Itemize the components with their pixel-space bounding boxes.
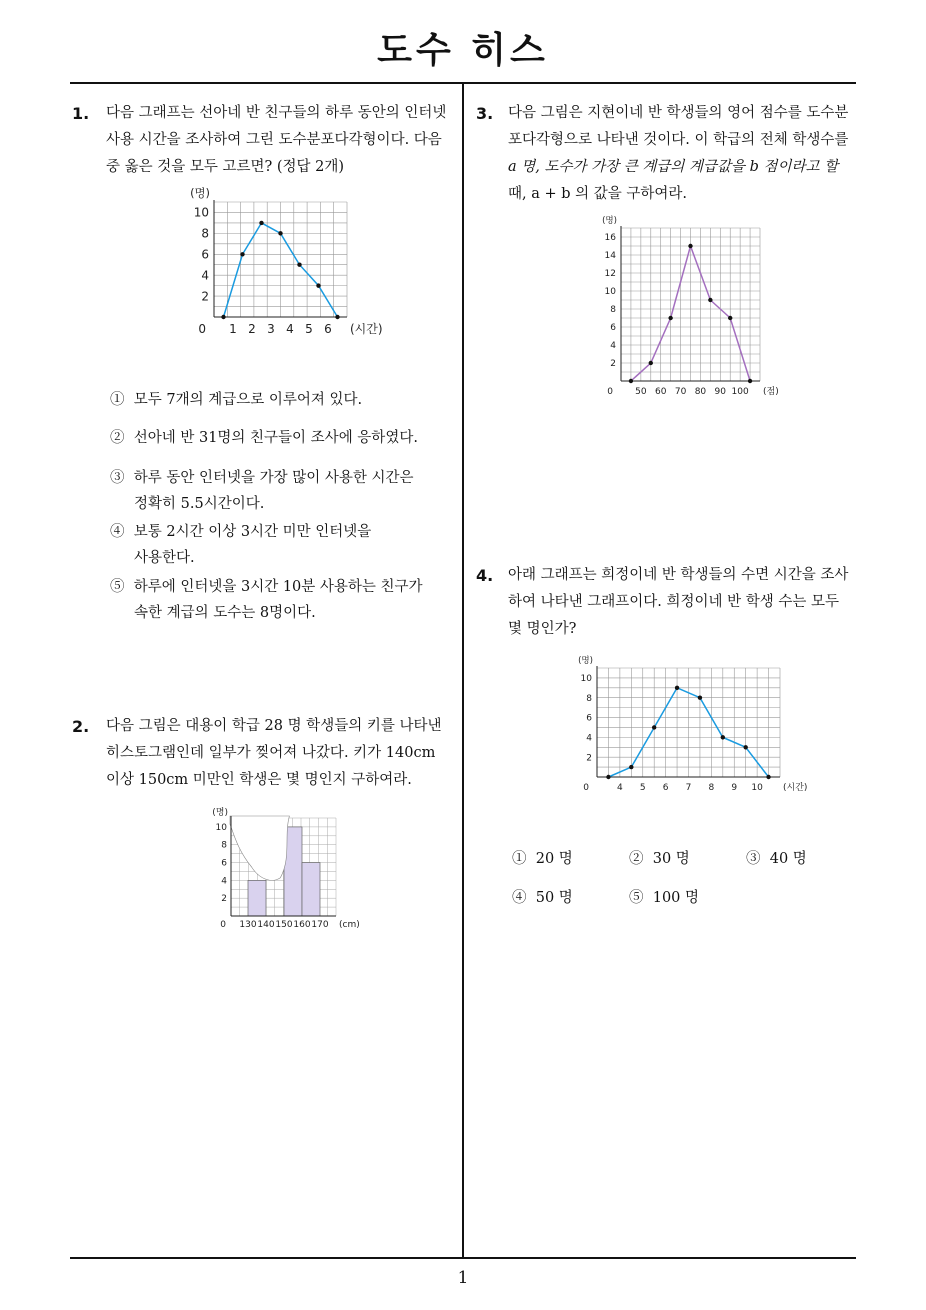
x-tick-label: 100 [731,387,749,397]
data-point [688,244,692,248]
x-tick-label: 7 [685,783,692,793]
question-4-text [508,562,848,643]
q1-option-1 [110,387,362,413]
option-mark: ⑤ [629,890,644,906]
x-tick-label: 5 [639,783,646,793]
option-text: 보통 2시간 이상 3시간 미만 인터넷을 [133,524,372,540]
y-tick-label: 2 [221,894,227,905]
origin-label: 0 [198,322,206,336]
x-tick-label: 150 [275,920,293,930]
question-line: 사용 시간을 조사하여 그린 도수분포다각형이다. 다음 [106,132,442,148]
q4-option-3 [746,846,807,872]
data-point [316,283,320,287]
page-number: 1 [457,1268,469,1288]
question-line: 포다각형으로 나타낸 것이다. 이 학급의 전체 학생수를 [508,132,849,148]
x-tick-label: 3 [267,322,275,336]
question-4-number: 4. [476,566,494,585]
x-axis-label: (점) [763,387,779,397]
data-point [708,298,712,302]
question-1-number: 1. [72,104,90,123]
question-2-number: 2. [72,717,90,736]
x-tick-label: 170 [311,920,329,930]
question-line: 이상 150cm 미만인 학생은 몇 명인지 구하여라. [106,772,412,788]
y-axis-label: (명) [190,186,210,200]
y-tick-label: 4 [586,733,592,744]
question-line: 몇 명인가? [508,621,577,637]
data-point [649,361,653,365]
q1-option-5 [110,574,423,626]
data-point [335,315,339,319]
page-title: 도수 히스 [377,30,549,71]
y-tick-label: 16 [604,233,616,244]
option-mark: ④ [512,890,527,906]
data-point [629,765,633,769]
y-tick-label: 10 [580,674,592,685]
data-point [221,315,225,319]
data-point [668,316,672,320]
option-mark: ② [110,430,125,446]
x-axis-label: (시간) [783,783,808,793]
data-point [766,775,770,779]
data-point [259,221,263,225]
x-tick-label: 80 [694,387,707,397]
question-line: 아래 그래프는 희정이네 반 학생들의 수면 시간을 조사 [508,567,849,583]
option-text: 하루에 인터넷을 3시간 10분 사용하는 친구가 [133,579,423,595]
x-axis-label: (cm) [339,920,360,930]
y-tick-label: 6 [221,858,227,869]
y-tick-label: 2 [610,359,616,370]
y-tick-label: 4 [610,341,616,352]
data-point [721,735,725,739]
y-tick-label: 6 [201,247,209,262]
data-point [240,252,244,256]
data-point [728,316,732,320]
option-text: 정확히 5.5시간이다. [134,496,265,512]
x-axis-label: (시간) [350,322,383,336]
data-point [606,775,610,779]
option-mark: ④ [110,524,125,540]
x-tick-label: 5 [305,322,313,336]
origin-label: 0 [583,783,589,793]
option-text: 30 명 [652,851,690,867]
x-tick-label: 160 [293,920,311,930]
y-tick-label: 4 [201,268,209,283]
question-line: 하여 나타낸 그래프이다. 희정이네 반 학생 수는 모두 [508,594,840,610]
x-tick-label: 70 [674,387,687,397]
option-mark: ① [110,392,125,408]
data-point [675,686,679,690]
q1-option-4 [110,519,371,571]
x-tick-label: 9 [731,783,738,793]
y-tick-label: 14 [604,251,616,262]
y-tick-label: 8 [221,840,227,851]
y-axis-label: (명) [212,808,228,818]
q4-option-5 [629,885,699,911]
x-tick-label: 1 [229,322,237,336]
histogram-bar [248,880,266,916]
question-line: 다음 그림은 지현이네 반 학생들의 영어 점수를 도수분 [508,105,849,121]
question-line: 다음 그래프는 선아네 반 친구들의 하루 동안의 인터넷 [106,105,447,121]
data-point [698,696,702,700]
q4-option-4 [512,885,573,911]
y-tick-label: 2 [586,753,592,764]
y-tick-label: 8 [201,226,209,241]
option-text: 하루 동안 인터넷을 가장 많이 사용한 시간은 [133,470,414,486]
question-line: 때, a + b 의 값을 구하여라. [508,186,688,202]
option-text: 사용한다. [134,550,195,566]
option-text: 선아네 반 31명의 친구들이 조사에 응하였다. [133,430,418,446]
origin-label: 0 [220,920,226,930]
y-tick-label: 8 [610,305,616,316]
q1-option-3 [110,465,414,517]
option-mark: ① [512,851,527,867]
q4-option-2 [629,846,690,872]
option-mark: ③ [746,851,761,867]
question-3-text [508,100,848,208]
y-axis-label: (명) [578,656,593,666]
y-tick-label: 6 [610,323,616,334]
x-tick-label: 4 [617,783,623,793]
question-line: 다음 그림은 대용이 학급 28 명 학생들의 키를 나타낸 [106,718,442,734]
option-text: 40 명 [769,851,807,867]
x-tick-label: 60 [654,387,667,397]
y-axis-label: (명) [602,216,617,226]
option-mark: ③ [110,470,125,486]
option-text: 100 명 [652,890,700,906]
y-tick-label: 10 [215,822,227,833]
y-tick-label: 10 [604,287,616,298]
question-3-number: 3. [476,104,494,123]
x-tick-label: 90 [714,387,727,397]
x-tick-label: 6 [662,783,669,793]
y-tick-label: 12 [604,269,616,280]
option-text: 속한 계급의 도수는 8명이다. [134,605,316,621]
y-tick-label: 6 [586,713,592,724]
x-tick-label: 50 [635,387,647,397]
y-tick-label: 4 [221,876,227,887]
x-tick-label: 10 [751,783,763,793]
torn-area [230,816,289,880]
y-tick-label: 10 [193,205,209,220]
y-tick-label: 2 [201,289,209,304]
x-tick-label: 8 [708,783,715,793]
y-tick-label: 8 [586,693,592,704]
q1-option-2 [110,425,418,451]
option-text: 50 명 [535,890,573,906]
histogram-bar [302,863,320,916]
x-tick-label: 140 [257,920,275,930]
data-point [743,745,747,749]
option-mark: ⑤ [110,579,125,595]
x-tick-label: 4 [286,322,294,336]
origin-label: 0 [607,387,613,397]
option-text: 모두 7개의 계급으로 이루어져 있다. [133,392,363,408]
option-text: 20 명 [535,851,573,867]
question-line: 히스토그램인데 일부가 찢어져 나갔다. 키가 140cm [106,745,436,761]
x-tick-label: 2 [248,322,256,336]
data-point [652,725,656,729]
question-line: a 명, 도수가 가장 큰 계급의 계급값을 b 점이라고 할 [508,159,839,175]
data-point [278,231,282,235]
data-point [297,263,301,267]
question-line: 중 옳은 것을 모두 고르면? (정답 2개) [106,159,345,175]
question-2-text [106,713,441,794]
option-mark: ② [629,851,644,867]
data-point [748,379,752,383]
x-tick-label: 6 [324,322,332,336]
x-tick-label: 130 [239,920,257,930]
q4-option-1 [512,846,573,872]
data-point [629,379,633,383]
